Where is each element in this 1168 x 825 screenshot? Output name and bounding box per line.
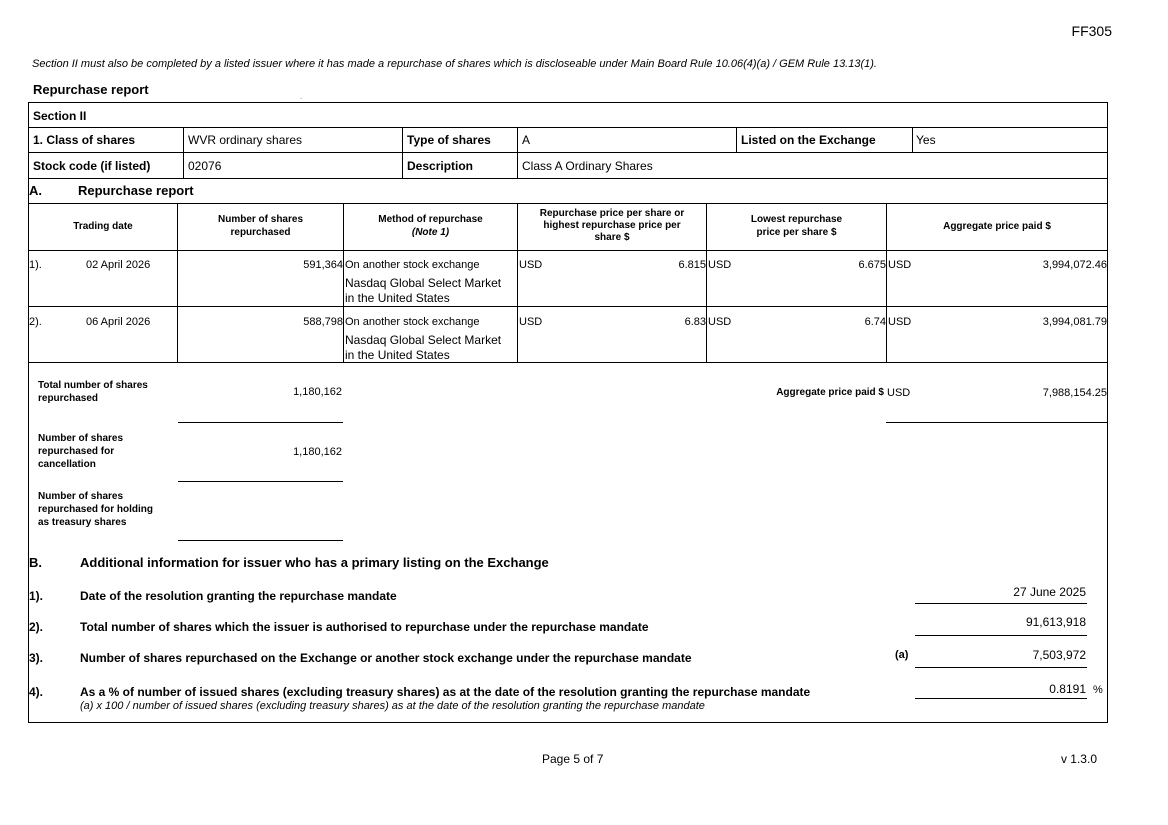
section-ii-box [28, 102, 1108, 723]
header-aggregate: Aggregate price paid $ [943, 221, 1051, 232]
section-b-title: Additional information for issuer who has a primary listing on the Exchange [80, 555, 549, 570]
b-item-sublabel: (a) x 100 / number of issued shares (excluding treasury shares) as at the date of the resolution granting the repurchase mandate [80, 700, 705, 712]
decorative-dot: . [300, 92, 303, 101]
header-shares-line1: Number of shares [217, 214, 304, 225]
row-method-country: in the United States [345, 348, 450, 362]
stock-code-label: Stock code (if listed) [33, 159, 151, 173]
b-item-value: 91,613,918 [1025, 615, 1086, 629]
row-lowest-ccy: USD [708, 259, 732, 271]
section-a-letter: A. [29, 183, 42, 198]
b-item-value: 0.8191 [1049, 682, 1086, 696]
row-price-ccy: USD [519, 259, 543, 271]
row-date: 06 April 2026 [86, 316, 151, 328]
row-price: 6.83 [684, 316, 706, 328]
section-a-title: Repurchase report [78, 183, 194, 198]
divider [29, 127, 1107, 128]
divider [736, 127, 737, 152]
row-lowest: 6.675 [858, 259, 886, 271]
agg-total-value: 7,988,154.25 [1042, 387, 1107, 399]
header-method-line2: (Note 1) [411, 227, 450, 238]
description-label: Description [407, 159, 474, 173]
section-label: Section II [33, 109, 87, 123]
row-shares: 588,798 [303, 316, 343, 328]
row-method-market: Nasdaq Global Select Market [345, 276, 502, 290]
divider [343, 203, 344, 362]
b-item-label: As a % of number of issued shares (excluding treasury shares) as at the date of the resolution granting the repurchase mandate [80, 685, 811, 699]
divider [177, 203, 178, 362]
header-price-line1: Repurchase price per share or [539, 208, 685, 219]
row-method-country: in the United States [345, 291, 450, 305]
divider [706, 203, 707, 362]
b-item-num: 1). [29, 589, 44, 603]
listed-value: Yes [916, 133, 936, 147]
percent-unit: % [1093, 684, 1103, 696]
cancel-value: 1,180,162 [293, 446, 342, 458]
underline [178, 540, 343, 541]
agg-total-label: Aggregate price paid $ [776, 387, 884, 398]
underline [886, 422, 1107, 423]
divider [517, 203, 518, 362]
divider [29, 203, 1107, 204]
divider [402, 127, 403, 179]
underline [915, 698, 1087, 699]
report-title: Repurchase report [33, 82, 149, 97]
divider [29, 152, 1107, 153]
treasury-label-2: repurchased for holding [38, 504, 154, 515]
underline [178, 481, 343, 482]
header-method-line1: Method of repurchase [378, 214, 483, 225]
b-item-tag: (a) [895, 649, 909, 661]
header-price-line2: highest repurchase price per [543, 220, 681, 231]
underline [178, 422, 343, 423]
row-agg-ccy: USD [888, 259, 912, 271]
row-num: 1). [29, 259, 42, 271]
b-item-value: 7,503,972 [1032, 648, 1086, 662]
stock-code-value: 02076 [188, 159, 222, 173]
row-method: On another stock exchange [345, 316, 480, 328]
total-label: Total number of shares [38, 380, 148, 391]
section-b-letter: B. [29, 555, 42, 570]
header-trading-date: Trading date [73, 221, 133, 232]
agg-total-ccy: USD [887, 387, 911, 399]
row-price-ccy: USD [519, 316, 543, 328]
row-method: On another stock exchange [345, 259, 480, 271]
b-item-num: 3). [29, 651, 44, 665]
b-item-label: Total number of shares which the issuer is authorised to repurchase under the repurchase mandate [80, 620, 649, 634]
divider [517, 127, 518, 179]
row-agg: 3,994,081.79 [1042, 316, 1107, 328]
row-agg-ccy: USD [888, 316, 912, 328]
row-method-market: Nasdaq Global Select Market [345, 333, 502, 347]
divider [29, 250, 1107, 251]
divider [912, 127, 913, 152]
row-agg: 3,994,072.46 [1042, 259, 1107, 271]
treasury-label: Number of shares [38, 491, 124, 502]
divider [886, 203, 887, 362]
cancel-label-2: repurchased for [38, 446, 115, 457]
version-label: v 1.3.0 [1060, 752, 1097, 766]
row-date: 02 April 2026 [86, 259, 151, 271]
b-item-num: 2). [29, 620, 44, 634]
treasury-label-3: as treasury shares [38, 517, 127, 528]
underline [915, 603, 1087, 604]
listed-label: Listed on the Exchange [741, 133, 876, 147]
header-price-line3: share $ [594, 232, 630, 243]
total-label-2: repurchased [38, 393, 99, 404]
row-num: 2). [29, 316, 42, 328]
form-code: FF305 [1071, 23, 1112, 39]
cancel-label: Number of shares [38, 433, 124, 444]
row-lowest-ccy: USD [708, 316, 732, 328]
class-label: 1. Class of shares [33, 133, 136, 147]
b-item-value: 27 June 2025 [1013, 585, 1086, 599]
page-number: Page 5 of 7 [542, 752, 604, 766]
class-value: WVR ordinary shares [188, 133, 303, 147]
type-value: A [522, 133, 531, 147]
b-item-label: Date of the resolution granting the repurchase mandate [80, 589, 397, 603]
b-item-num: 4). [29, 685, 44, 699]
underline [915, 635, 1087, 636]
header-shares-line2: repurchased [230, 227, 291, 238]
intro-note: Section II must also be completed by a listed issuer where it has made a repurchase of shares which is discloseable under Main Board Rule 10.06(4)(a) / GEM Rule 13.13(1). [32, 58, 877, 70]
divider [183, 127, 184, 179]
underline [915, 667, 1087, 668]
row-lowest: 6.74 [864, 316, 886, 328]
divider [29, 306, 1107, 307]
description-value: Class A Ordinary Shares [522, 159, 653, 173]
cancel-label-3: cancellation [38, 459, 96, 470]
b-item-label: Number of shares repurchased on the Exchange or another stock exchange under the repurchase mandate [80, 651, 692, 665]
divider [29, 362, 1107, 363]
header-lowest-line1: Lowest repurchase [750, 214, 843, 225]
row-shares: 591,364 [303, 259, 343, 271]
header-lowest-line2: price per share $ [756, 227, 837, 238]
divider [29, 178, 1107, 179]
row-price: 6.815 [678, 259, 706, 271]
type-label: Type of shares [407, 133, 491, 147]
total-value: 1,180,162 [293, 386, 342, 398]
